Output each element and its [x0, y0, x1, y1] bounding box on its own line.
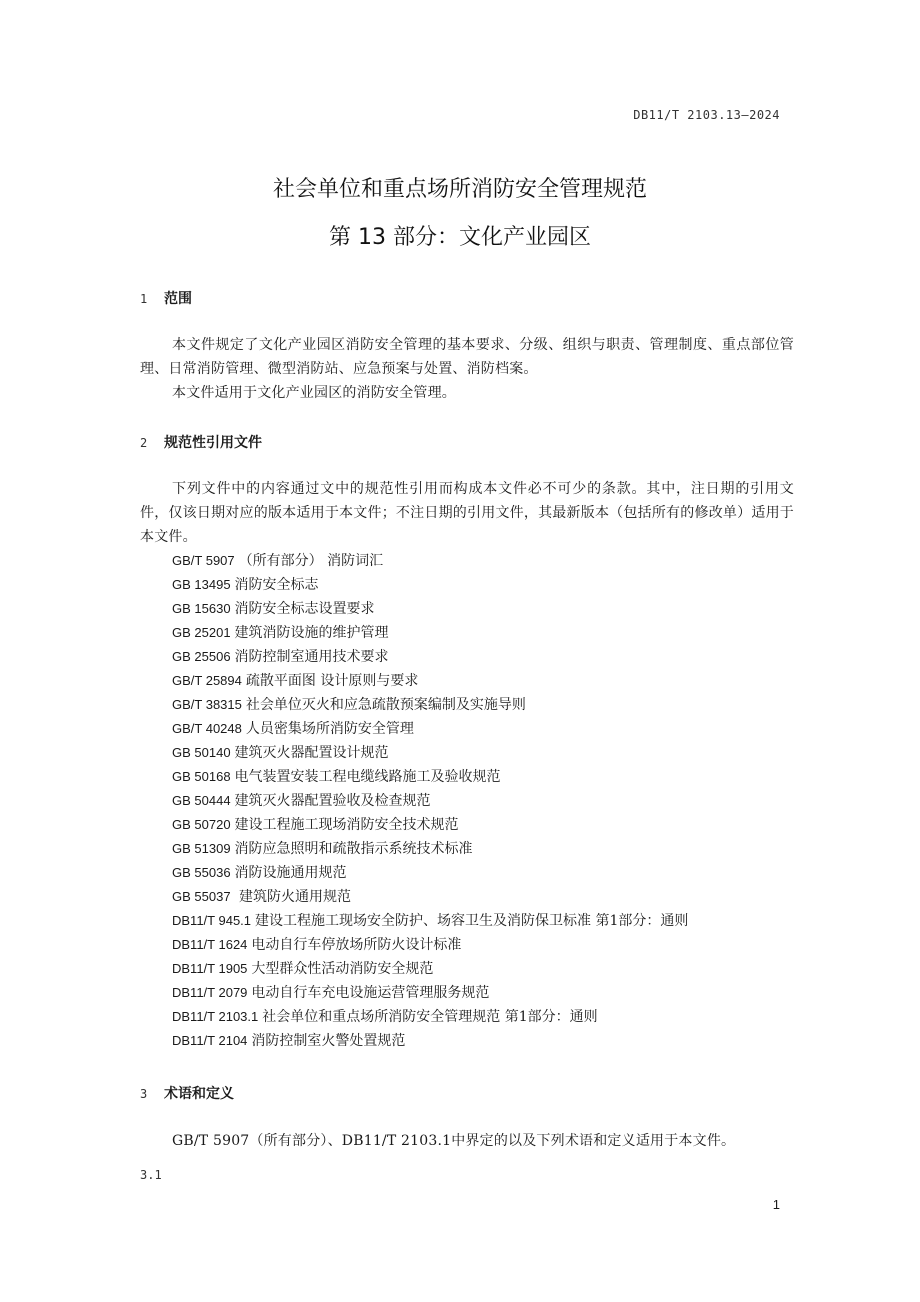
reference-code: GB 25201 — [172, 625, 231, 640]
reference-title: 电动自行车停放场所防火设计标准 — [251, 937, 462, 953]
reference-code: DB11/T 2079 — [172, 985, 248, 1000]
reference-title: 大型群众性活动消防安全规范 — [251, 961, 434, 977]
reference-code: GB/T 5907 — [172, 553, 235, 568]
reference-code: GB 50140 — [172, 745, 231, 760]
reference-item — [172, 573, 688, 597]
reference-title: 建设工程施工现场安全防护、场容卫生及消防保卫标准 第1部分：通则 — [255, 913, 689, 929]
reference-code: GB 50168 — [172, 769, 231, 784]
reference-title: （所有部分） 消防词汇 — [238, 553, 384, 569]
reference-item — [172, 885, 688, 909]
reference-item — [172, 621, 688, 645]
normative-references-list — [172, 549, 688, 1053]
reference-code: GB 15630 — [172, 601, 231, 616]
terms-paragraph: GB/T 5907（所有部分）、DB11/T 2103.1中界定的以及下列术语和定义适用于本文件。 — [172, 1133, 736, 1149]
section-number: 1 — [140, 292, 148, 306]
reference-title: 消防设施通用规范 — [234, 865, 347, 881]
reference-item — [172, 549, 688, 573]
section-3-heading — [140, 1083, 234, 1103]
document-title: 社会单位和重点场所消防安全管理规范 — [272, 177, 647, 202]
reference-code: GB 55036 — [172, 865, 231, 880]
reference-title: 建筑灭火器配置设计规范 — [234, 745, 389, 761]
reference-item — [172, 933, 688, 957]
reference-title: 建筑消防设施的维护管理 — [234, 625, 389, 641]
section-label: 术语和定义 — [164, 1086, 234, 1102]
reference-title: 消防控制室火警处置规范 — [251, 1033, 406, 1049]
reference-code: GB/T 25894 — [172, 673, 242, 688]
reference-item — [172, 1029, 688, 1053]
reference-item — [172, 813, 688, 837]
reference-code: GB 55037 — [172, 889, 231, 904]
reference-code: GB/T 38315 — [172, 697, 242, 712]
reference-title: 消防应急照明和疏散指示系统技术标准 — [234, 841, 473, 857]
reference-code: DB11/T 2104 — [172, 1033, 248, 1048]
section-label: 规范性引用文件 — [164, 435, 262, 451]
section-number: 2 — [140, 436, 148, 450]
section-1-heading — [140, 288, 192, 308]
reference-code: DB11/T 2103.1 — [172, 1009, 259, 1024]
section-2-heading — [140, 432, 262, 452]
reference-title: 疏散平面图 设计原则与要求 — [245, 673, 419, 689]
document-subtitle: 第 13 部分：文化产业园区 — [329, 225, 591, 250]
scope-paragraph: 本文件规定了文化产业园区消防安全管理的基本要求、分级、组织与职责、管理制度、重点部位管理、日常消防管理、微型消防站、应急预案与处置、消防档案。 — [140, 337, 794, 377]
page-number: 1 — [772, 1197, 780, 1212]
reference-title: 人员密集场所消防安全管理 — [245, 721, 414, 737]
reference-title: 建筑灭火器配置验收及检查规范 — [234, 793, 431, 809]
reference-item — [172, 669, 688, 693]
reference-item — [172, 981, 688, 1005]
reference-title: 电动自行车充电设施运营管理服务规范 — [251, 985, 490, 1001]
references-intro-paragraph: 下列文件中的内容通过文中的规范性引用而构成本文件必不可少的条款。其中，注日期的引用文件，仅该日期对应的版本适用于本文件；不注日期的引用文件，其最新版本（包括所有的修改单）适用于本文件。 — [140, 481, 794, 545]
reference-title: 电气装置安装工程电缆线路施工及验收规范 — [234, 769, 501, 785]
reference-item — [172, 717, 688, 741]
reference-item — [172, 957, 688, 981]
reference-code: DB11/T 1905 — [172, 961, 248, 976]
reference-title: 社会单位灭火和应急疏散预案编制及实施导则 — [245, 697, 526, 713]
reference-code: GB 25506 — [172, 649, 231, 664]
reference-item — [172, 645, 688, 669]
reference-title: 建筑防火通用规范 — [234, 889, 351, 905]
reference-item — [172, 837, 688, 861]
reference-item — [172, 1005, 688, 1029]
reference-title: 消防安全标志 — [234, 577, 319, 593]
reference-code: DB11/T 945.1 — [172, 913, 252, 928]
reference-code: GB 50444 — [172, 793, 231, 808]
reference-title: 社会单位和重点场所消防安全管理规范 第1部分：通则 — [262, 1009, 598, 1025]
section-number: 3 — [140, 1087, 148, 1101]
reference-item — [172, 597, 688, 621]
clause-number: 3.1 — [140, 1168, 162, 1182]
reference-item — [172, 789, 688, 813]
reference-title: 消防安全标志设置要求 — [234, 601, 375, 617]
reference-code: GB 13495 — [172, 577, 231, 592]
reference-title: 消防控制室通用技术要求 — [234, 649, 389, 665]
reference-title: 建设工程施工现场消防安全技术规范 — [234, 817, 459, 833]
reference-code: GB/T 40248 — [172, 721, 242, 736]
reference-code: GB 50720 — [172, 817, 231, 832]
reference-item — [172, 861, 688, 885]
applicability-paragraph: 本文件适用于文化产业园区的消防安全管理。 — [172, 385, 456, 401]
reference-item — [172, 909, 688, 933]
reference-item — [172, 765, 688, 789]
reference-code: DB11/T 1624 — [172, 937, 248, 952]
reference-item — [172, 693, 688, 717]
section-label: 范围 — [164, 291, 192, 307]
reference-code: GB 51309 — [172, 841, 231, 856]
reference-item — [172, 741, 688, 765]
standard-code: DB11/T 2103.13—2024 — [633, 108, 780, 122]
